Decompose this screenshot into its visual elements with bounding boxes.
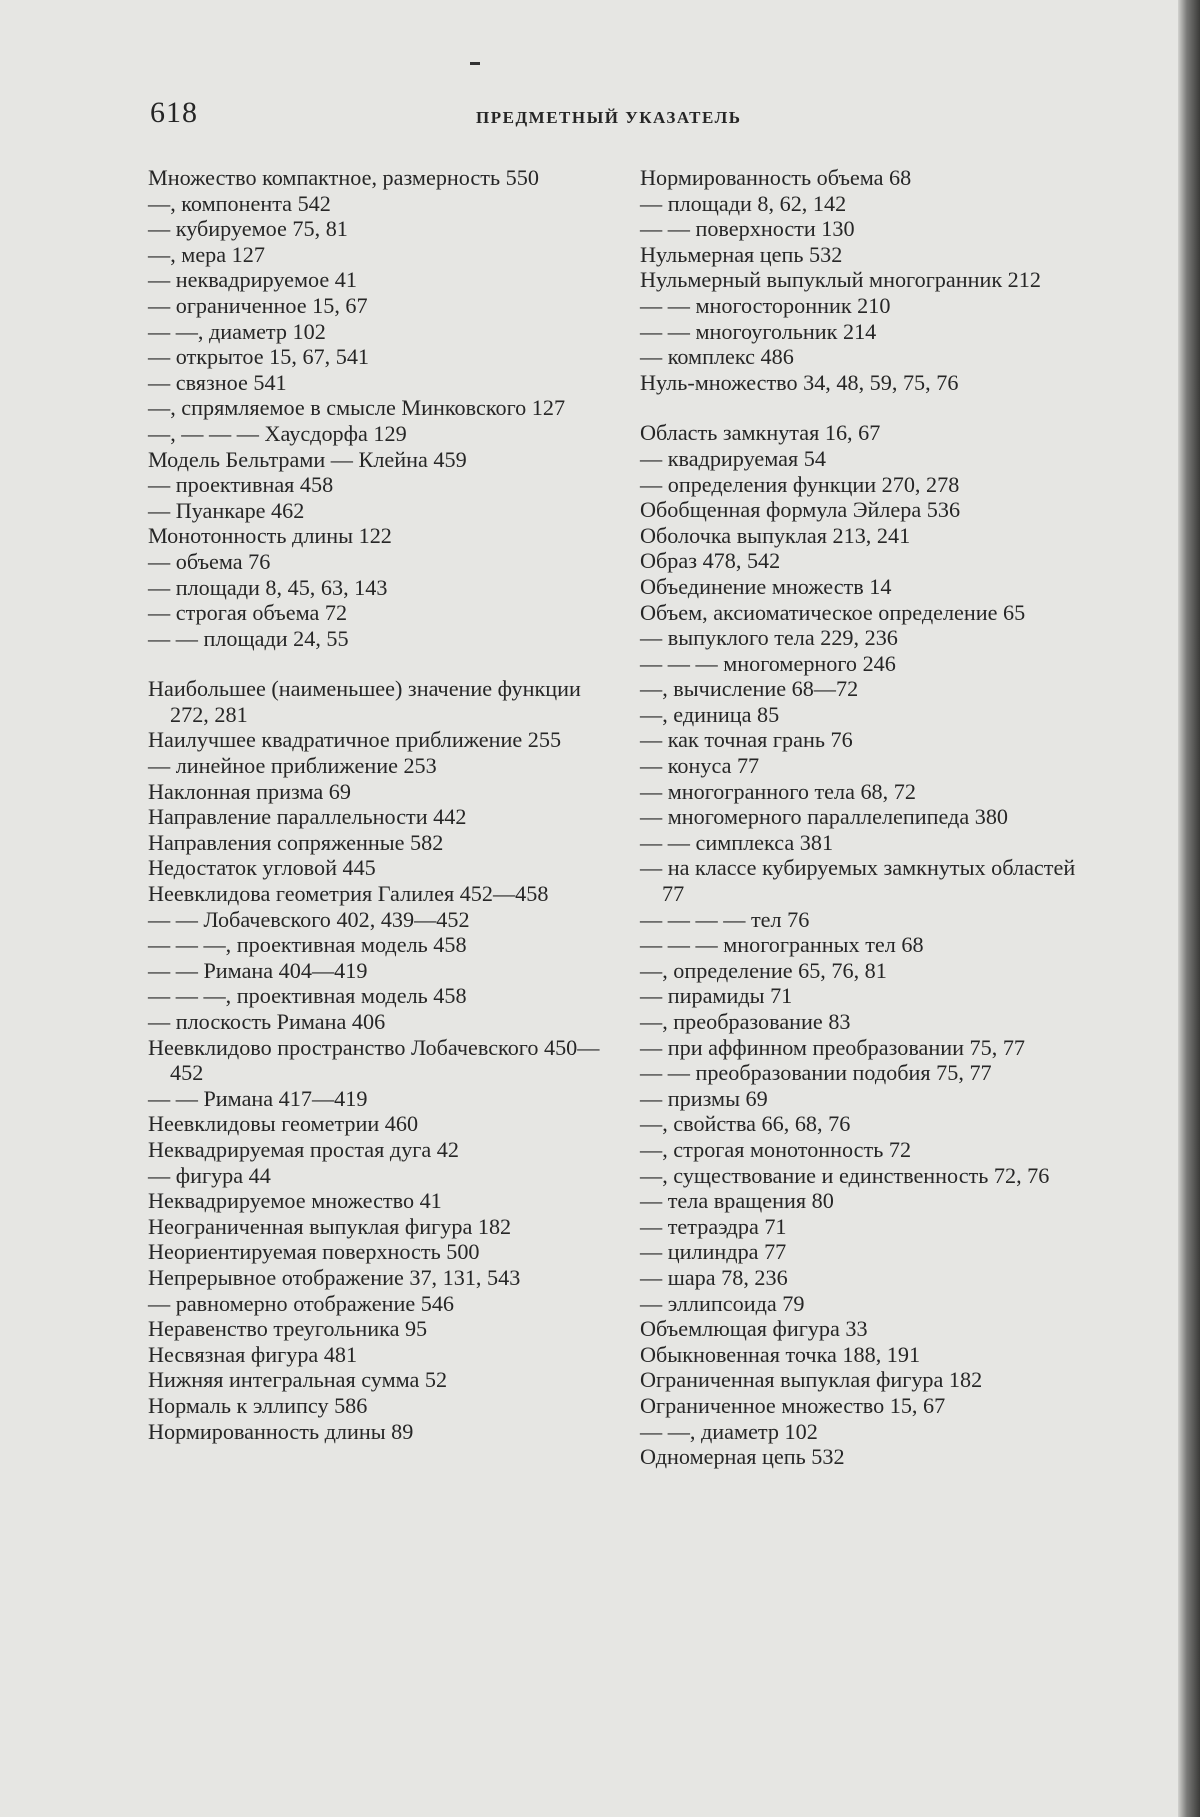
index-entry: Неквадрируемая простая дуга 42: [148, 1137, 604, 1163]
index-entry: — Пуанкаре 462: [148, 498, 604, 524]
index-entry: Нормированность объема 68: [640, 165, 1096, 191]
index-entry: Направления сопряженные 582: [148, 830, 604, 856]
index-entry: — фигура 44: [148, 1163, 604, 1189]
index-entry: Несвязная фигура 481: [148, 1342, 604, 1368]
index-entry: —, свойства 66, 68, 76: [640, 1111, 1096, 1137]
index-entry: — площади 8, 62, 142: [640, 191, 1096, 217]
index-entry: — открытое 15, 67, 541: [148, 344, 604, 370]
index-entry: — строгая объема 72: [148, 600, 604, 626]
index-entry: — — —, проективная модель 458: [148, 983, 604, 1009]
index-entry: — — Римана 417—419: [148, 1086, 604, 1112]
index-entry: —, существование и единственность 72, 76: [640, 1163, 1096, 1189]
top-mark: [470, 62, 480, 65]
index-entry: — шара 78, 236: [640, 1265, 1096, 1291]
index-entry: Наклонная призма 69: [148, 779, 604, 805]
running-head: ПРЕДМЕТНЫЙ УКАЗАТЕЛЬ: [476, 108, 742, 128]
index-entry: — при аффинном преобразовании 75, 77: [640, 1035, 1096, 1061]
index-entry: — многогранного тела 68, 72: [640, 779, 1096, 805]
index-entry: Нижняя интегральная сумма 52: [148, 1367, 604, 1393]
index-entry: —, вычисление 68—72: [640, 676, 1096, 702]
index-entry: Область замкнутая 16, 67: [640, 420, 1096, 446]
index-entry: Обыкновенная точка 188, 191: [640, 1342, 1096, 1368]
index-entry: —, определение 65, 76, 81: [640, 958, 1096, 984]
index-entry: Оболочка выпуклая 213, 241: [640, 523, 1096, 549]
index-entry: Неевклидово пространство Лобачевского 450—452: [148, 1035, 604, 1086]
index-entry: — — симплекса 381: [640, 830, 1096, 856]
index-entry: — —, диаметр 102: [640, 1419, 1096, 1445]
index-entry: — — Лобачевского 402, 439—452: [148, 907, 604, 933]
index-entry: Нульмерный выпуклый многогранник 212: [640, 267, 1096, 293]
index-entry: — квадрируемая 54: [640, 446, 1096, 472]
index-entry: —, мера 127: [148, 242, 604, 268]
index-entry: — ограниченное 15, 67: [148, 293, 604, 319]
index-entry: — конуса 77: [640, 753, 1096, 779]
index-entry: —, единица 85: [640, 702, 1096, 728]
index-entry: — определения функции 270, 278: [640, 472, 1096, 498]
index-entry: —, спрямляемое в смысле Минковского 127: [148, 395, 604, 421]
index-entry: Наибольшее (наименьшее) значение функции 272, 281: [148, 676, 604, 727]
index-entry: — неквадрируемое 41: [148, 267, 604, 293]
index-entry: —, строгая монотонность 72: [640, 1137, 1096, 1163]
page-number: 618: [150, 96, 198, 130]
index-entry: Монотонность длины 122: [148, 523, 604, 549]
index-entry: — проективная 458: [148, 472, 604, 498]
index-entry: Неевклидовы геометрии 460: [148, 1111, 604, 1137]
index-entry: Неквадрируемое множество 41: [148, 1188, 604, 1214]
index-entry: Образ 478, 542: [640, 548, 1096, 574]
index-entry: — многомерного параллелепипеда 380: [640, 804, 1096, 830]
index-entry: — — многоугольник 214: [640, 319, 1096, 345]
index-entry: — — Римана 404—419: [148, 958, 604, 984]
index-entry: Одномерная цепь 532: [640, 1444, 1096, 1470]
index-entry: — призмы 69: [640, 1086, 1096, 1112]
index-entry: — —, диаметр 102: [148, 319, 604, 345]
index-entry: Неориентируемая поверхность 500: [148, 1239, 604, 1265]
index-entry: Нормированность длины 89: [148, 1419, 604, 1445]
index-entry: — связное 541: [148, 370, 604, 396]
index-entry: Нормаль к эллипсу 586: [148, 1393, 604, 1419]
index-entry: Нуль-множество 34, 48, 59, 75, 76: [640, 370, 1096, 396]
index-entry: — — преобразовании подобия 75, 77: [640, 1060, 1096, 1086]
index-entry: — равномерно отображение 546: [148, 1291, 604, 1317]
index-entry: Нульмерная цепь 532: [640, 242, 1096, 268]
index-entry: Модель Бельтрами — Клейна 459: [148, 447, 604, 473]
index-entry: Объединение множеств 14: [640, 574, 1096, 600]
index-entry: — комплекс 486: [640, 344, 1096, 370]
index-entry: — — — многомерного 246: [640, 651, 1096, 677]
index-entry: Ограниченная выпуклая фигура 182: [640, 1367, 1096, 1393]
index-entry: Множество компактное, размерность 550: [148, 165, 604, 191]
index-entry: — эллипсоида 79: [640, 1291, 1096, 1317]
index-entry: Обобщенная формула Эйлера 536: [640, 497, 1096, 523]
index-entry: —, — — — Хаусдорфа 129: [148, 421, 604, 447]
index-entry: — — —, проективная модель 458: [148, 932, 604, 958]
index-entry: — плоскость Римана 406: [148, 1009, 604, 1035]
index-entry: — тела вращения 80: [640, 1188, 1096, 1214]
index-entry: — — поверхности 130: [640, 216, 1096, 242]
index-entry: — выпуклого тела 229, 236: [640, 625, 1096, 651]
index-entry: — пирамиды 71: [640, 983, 1096, 1009]
index-entry: Неравенство треугольника 95: [148, 1316, 604, 1342]
index-entry: Неограниченная выпуклая фигура 182: [148, 1214, 604, 1240]
index-entry: Ограниченное множество 15, 67: [640, 1393, 1096, 1419]
index-entry: — площади 8, 45, 63, 143: [148, 575, 604, 601]
index-entry: — объема 76: [148, 549, 604, 575]
index-entry: Неевклидова геометрия Галилея 452—458: [148, 881, 604, 907]
index-entry: Наилучшее квадратичное приближение 255: [148, 727, 604, 753]
index-entry: — — площади 24, 55: [148, 626, 604, 652]
index-entry: —, компонента 542: [148, 191, 604, 217]
index-entry: —, преобразование 83: [640, 1009, 1096, 1035]
index-column-right: [640, 165, 1096, 1470]
page-edge-shadow: [1178, 0, 1200, 1817]
index-entry: — тетраэдра 71: [640, 1214, 1096, 1240]
index-entry: Недостаток угловой 445: [148, 855, 604, 881]
index-entry: — на классе кубируемых замкнутых областей 77: [640, 855, 1096, 906]
index-entry: Объемлющая фигура 33: [640, 1316, 1096, 1342]
index-entry: — — многосторонник 210: [640, 293, 1096, 319]
index-entry: — — — многогранных тел 68: [640, 932, 1096, 958]
index-entry: — кубируемое 75, 81: [148, 216, 604, 242]
index-column-left: [148, 165, 604, 1444]
index-entry: — как точная грань 76: [640, 727, 1096, 753]
index-entry: Направление параллельности 442: [148, 804, 604, 830]
index-entry: Объем, аксиоматическое определение 65: [640, 600, 1096, 626]
index-entry: Непрерывное отображение 37, 131, 543: [148, 1265, 604, 1291]
index-entry: — линейное приближение 253: [148, 753, 604, 779]
index-entry: — — — — тел 76: [640, 907, 1096, 933]
index-entry: — цилиндра 77: [640, 1239, 1096, 1265]
